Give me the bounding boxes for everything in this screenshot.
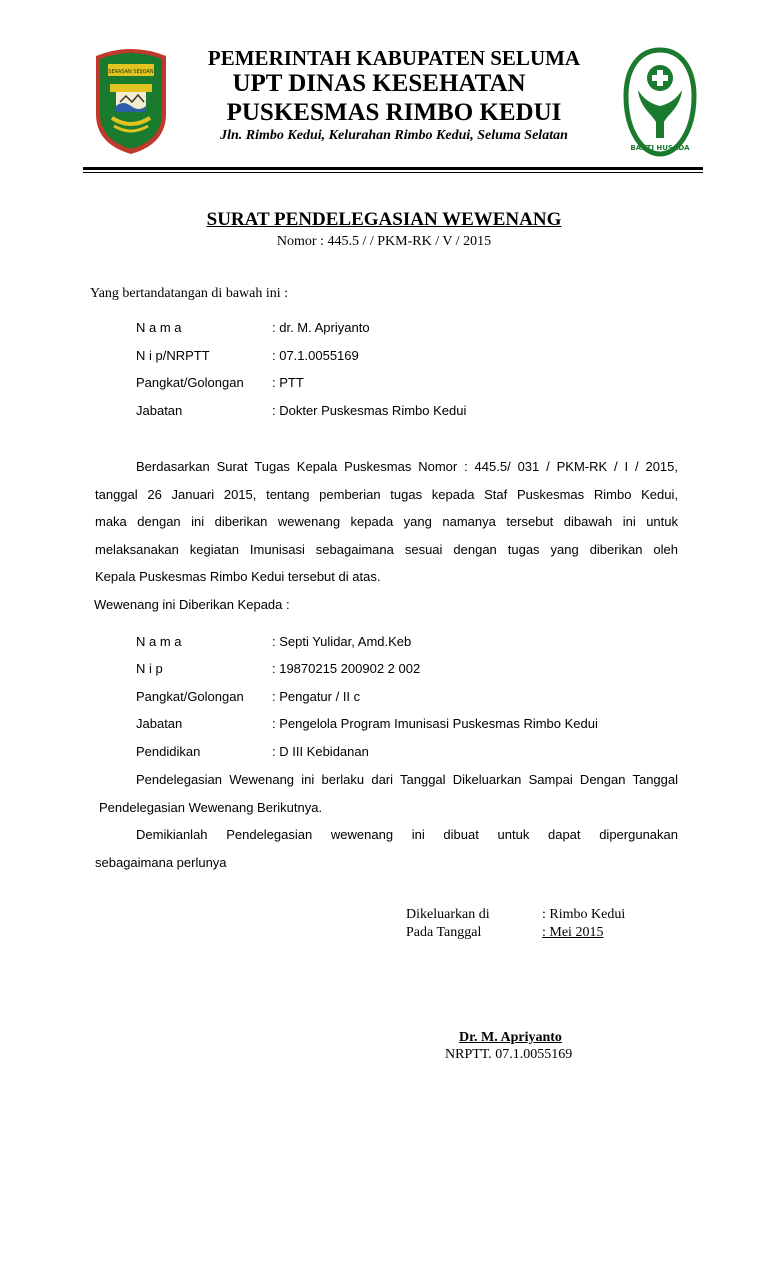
grantee-position-label: Jabatan	[136, 716, 183, 731]
grantor-nip-label: N i p/NRPTT	[136, 348, 210, 363]
grantee-position-value: : Pengelola Program Imunisasi Puskesmas Rimbo Kedui	[272, 716, 598, 731]
validity-line-1: Pendelegasian Wewenang ini berlaku dari Tanggal Dikeluarkan Sampai Dengan Tanggal	[136, 772, 678, 787]
basis-line-2: tanggal 26 Januari 2015, tentang pemberian tugas kepada Staf Puskesmas Rimbo Kedui,	[95, 487, 678, 502]
grantee-rank-value: : Pengatur / II c	[272, 689, 361, 704]
grantee-rank-label: Pangkat/Golongan	[136, 689, 244, 704]
letterhead-address: Jln. Rimbo Kedui, Kelurahan Rimbo Kedui, Seluma Selatan	[220, 128, 568, 143]
basis-line-5: Kepala Puskesmas Rimbo Kedui tersebut di atas.	[95, 569, 381, 584]
grantor-rank-value: : PTT	[272, 375, 304, 390]
closing-line-2: sebagaimana perlunya	[95, 855, 227, 870]
issued-place-row	[406, 907, 625, 923]
grantor-nip-value: : 07.1.0055169	[272, 348, 359, 363]
grantee-name-row	[136, 634, 411, 649]
grantor-name-label: N a m a	[136, 320, 182, 335]
basis-line-3: maka dengan ini diberikan wewenang kepada yang namanya tersebut dibawah ini untuk	[95, 514, 678, 529]
intro-text: Yang bertandatangan di bawah ini :	[90, 286, 289, 301]
letterhead-divider-thin	[83, 172, 703, 173]
letter-title	[0, 209, 768, 231]
issued-date-value: : Mei 2015	[542, 925, 604, 940]
grantor-position-label: Jabatan	[136, 403, 183, 418]
right-logo-text: BAKTI HUSADA	[630, 144, 690, 152]
grantee-education-row	[136, 744, 369, 759]
letterhead-government: PEMERINTAH KABUPATEN SELUMA	[207, 46, 581, 70]
closing-line-1: Demikianlah Pendelegasian wewenang ini dibuat untuk dapat dipergunakan	[136, 827, 678, 842]
grantee-name-label: N a m a	[136, 634, 182, 649]
issued-place-value: : Rimbo Kedui	[542, 907, 626, 922]
grantee-position-row	[136, 716, 598, 731]
grantee-nip-value: : 19870215 200902 2 002	[272, 661, 421, 676]
basis-line-1: Berdasarkan Surat Tugas Kepala Puskesmas Nomor : 445.5/ 031 / PKM-RK / I / 2015,	[136, 459, 678, 474]
grantor-name-row	[136, 320, 370, 335]
issued-date-row	[406, 925, 603, 941]
basis-line-4: melaksanakan kegiatan Imunisasi sebagaimana sesuai dengan tugas yang diberikan oleh	[95, 542, 678, 557]
grant-intro: Wewenang ini Diberikan Kepada :	[94, 597, 290, 612]
grantor-rank-label: Pangkat/Golongan	[136, 375, 244, 390]
letter-number: Nomor : 445.5 / / PKM-RK / V / 2015	[276, 234, 492, 249]
issued-date-label: Pada Tanggal	[406, 925, 482, 940]
grantor-position-value: : Dokter Puskesmas Rimbo Kedui	[272, 403, 467, 418]
left-logo-text: SERASAN SEIJOAN	[108, 69, 154, 75]
signatory-nrp: NRPTT. 07.1.0055169	[445, 1047, 573, 1062]
grantee-rank-row	[136, 689, 360, 704]
grantee-education-label: Pendidikan	[136, 744, 201, 759]
letterhead-divider-thick	[83, 167, 703, 170]
grantee-education-value: : D III Kebidanan	[272, 744, 369, 759]
letter-title-text: SURAT PENDELEGASIAN WEWENANG	[206, 209, 562, 230]
grantor-position-row	[136, 403, 466, 418]
grantee-nip-label: N i p	[136, 661, 163, 676]
issued-place-label: Dikeluarkan di	[406, 907, 490, 922]
grantor-rank-row	[136, 375, 304, 390]
letterhead-puskesmas: PUSKESMAS RIMBO KEDUI	[226, 99, 562, 126]
signatory-name: Dr. M. Apriyanto	[459, 1030, 562, 1045]
grantee-nip-row	[136, 661, 420, 676]
validity-line-2: Pendelegasian Wewenang Berikutnya.	[99, 800, 323, 815]
grantor-name-value: : dr. M. Apriyanto	[272, 320, 370, 335]
grantor-nip-row	[136, 348, 359, 363]
grantee-name-value: : Septi Yulidar, Amd.Keb	[272, 634, 412, 649]
letterhead-department: UPT DINAS KESEHATAN	[232, 70, 526, 97]
